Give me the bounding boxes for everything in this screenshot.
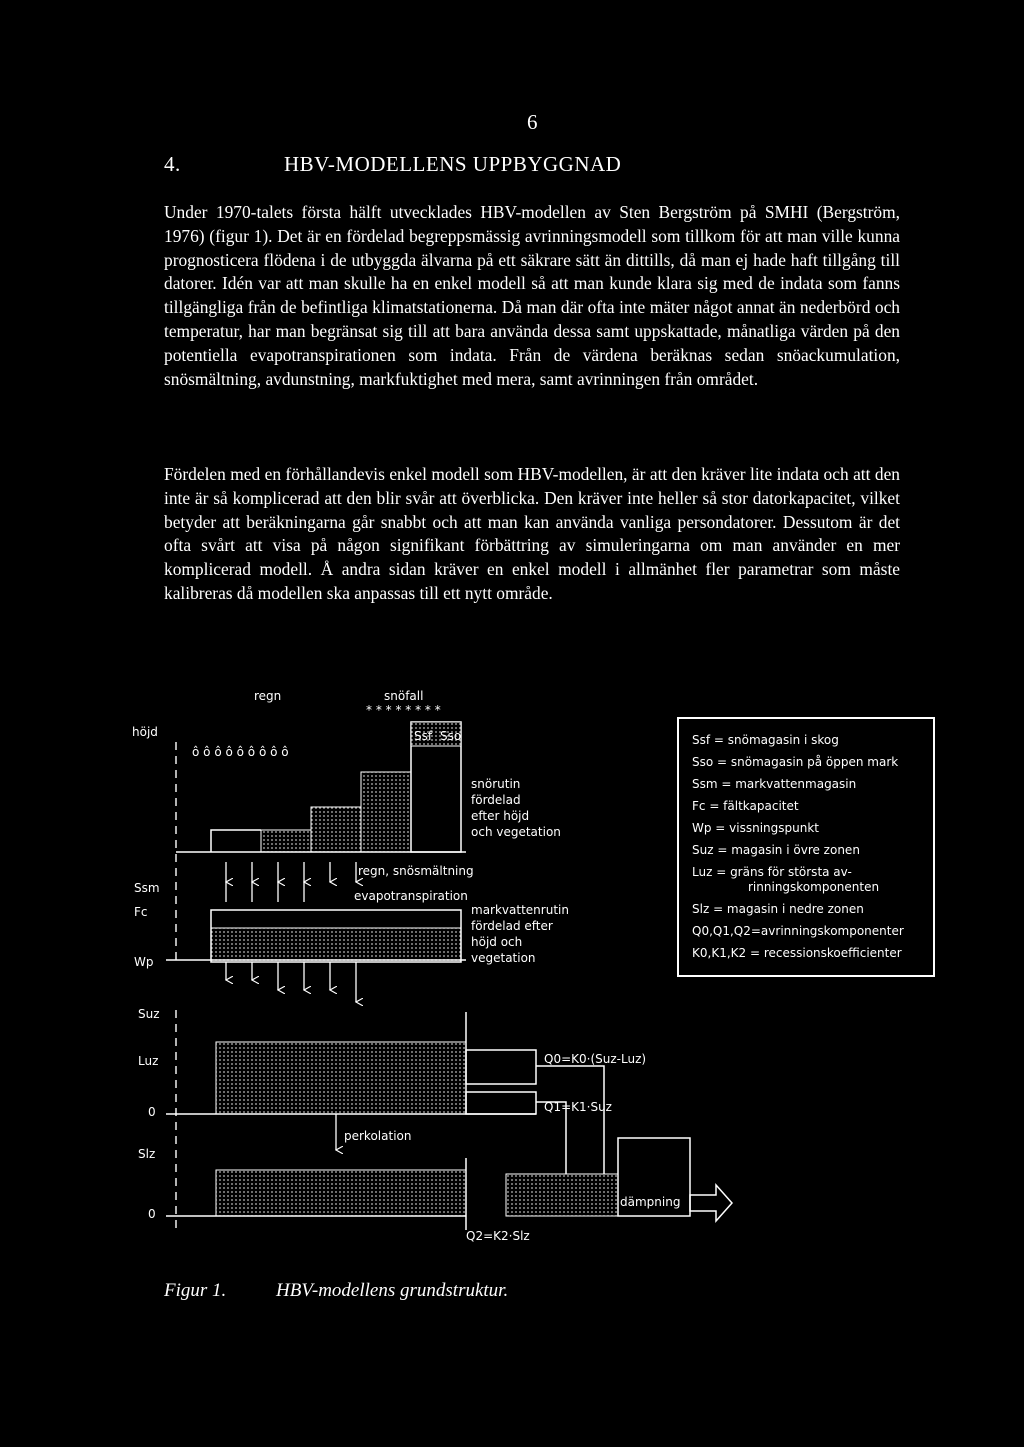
page-number: 6 (527, 110, 538, 134)
snorutin-line-2: fördelad (471, 793, 521, 807)
ssm-label: Ssm (134, 881, 160, 895)
snorutin-line-4: och vegetation (471, 825, 561, 839)
section-number: 4. (164, 152, 181, 176)
regn-label: regn (254, 689, 282, 703)
suz-label: Suz (138, 1007, 160, 1021)
markvattenrutin-line-1: markvattenrutin (471, 903, 569, 917)
markvattenrutin-line-2: fördelad efter (471, 919, 553, 933)
luz-label: Luz (138, 1054, 159, 1068)
paragraph-2: Fördelen med en förhållandevis enkel modell som HBV-modellen, är att den kräver lite indata och att den inte är så komplicerad att den blir svår att överblicka. Den kräver inte heller så stor datorkapacitet, vilket betyder att beräkningarna går snabbt och att man kan använda vanliga persondatorer. Dessutom är det ofta svårt att visa på någon signifikant förbättring av simuleringarna om man använder en mer komplicerad modell. Å andra sidan kräver en enkel modell i allmänhet fler parametrar som måste kalibreras då modellen ska anpassas till ett nytt område. (164, 464, 900, 603)
section-title: HBV-MODELLENS UPPBYGGNAD (284, 152, 622, 176)
legend (692, 733, 904, 960)
legend-item-sso: Sso = snömagasin på öppen mark (692, 755, 899, 769)
ssf-box-label: Ssf (414, 729, 433, 743)
rain-drops: ô ô ô ô ô ô ô ô ô (192, 745, 289, 759)
evapotranspiration-label: evapotranspiration (354, 889, 468, 903)
perkolation-label: perkolation (344, 1129, 412, 1143)
zero-label-1: 0 (148, 1105, 156, 1119)
legend-item-luz: Luz = gräns för största av- (692, 865, 852, 879)
hbv-model-figure (126, 670, 946, 1270)
fc-label: Fc (134, 905, 148, 919)
legend-item-ssm: Ssm = markvattenmagasin (692, 777, 857, 791)
legend-item-suz: Suz = magasin i övre zonen (692, 843, 860, 857)
outflow-arrow-icon (690, 1185, 732, 1221)
q0-label: Q0=K0·(Suz-Luz) (544, 1052, 647, 1066)
snorutin-line-3: efter höjd (471, 809, 530, 823)
paragraph-1: Under 1970-talets första hälft utvecklades HBV-modellen av Sten Bergström på SMHI (Bergström, 1976) (figur 1). Det är en fördelad begreppsmässig avrinningsmodell som tillkom för att man ville kunna prognosticera flödena i de utbyggda älvarna på ett säkrare sätt än dittills, då man ej hade haft tillgång till datorer. Idén var att man skulle ha en enkel modell så att man kunde klara sig med de indata som fanns tillgängliga från de befintliga klimatstationerna. Då man där ofta inte mäter något annat än nederbörd och temperatur, har man begränsat sig till att bara använda dessa samt uppskattade, månatliga värden på den potentiella evapotranspirationen som indata. Från de värdena beräknas sedan snöackumulation, snösmältning, avdunstning, markfuktighet med mera, samt avrinningen från området. (164, 202, 900, 389)
hojd-label: höjd (132, 725, 158, 739)
legend-item-q: Q0,Q1,Q2=avrinningskomponenter (692, 924, 904, 938)
q1-label: Q1=K1·Suz (544, 1100, 612, 1114)
legend-item-wp: Wp = vissningspunkt (692, 821, 820, 835)
slz-label: Slz (138, 1147, 156, 1161)
snofall-label: snöfall (384, 689, 424, 703)
sso-box-label: Sso (440, 729, 462, 743)
figure-caption-text: HBV-modellens grundstruktur. (276, 1280, 509, 1301)
hbv-diagram (126, 670, 946, 1270)
legend-item-slz: Slz = magasin i nedre zonen (692, 902, 864, 916)
legend-item-fc: Fc = fältkapacitet (692, 799, 799, 813)
markvattenrutin-line-3: höjd och (471, 935, 523, 949)
zero-label-2: 0 (148, 1207, 156, 1221)
markvattenrutin-line-4: vegetation (471, 951, 536, 965)
legend-item-k: K0,K1,K2 = recessionskoefficienter (692, 946, 902, 960)
regn-snosmaltning-label: regn, snösmältning (358, 864, 474, 878)
snow-symbols: * * * * * * * * (366, 703, 441, 717)
legend-item-luz-cont: rinningskomponenten (748, 880, 880, 894)
snorutin-line-1: snörutin (471, 777, 521, 791)
q2-label: Q2=K2·Slz (466, 1229, 530, 1243)
section-heading (164, 152, 621, 177)
figure-caption-label: Figur 1. (164, 1280, 227, 1301)
legend-item-ssf: Ssf = snömagasin i skog (692, 733, 839, 747)
wp-label: Wp (134, 955, 154, 969)
dampning-label: dämpning (620, 1195, 681, 1209)
